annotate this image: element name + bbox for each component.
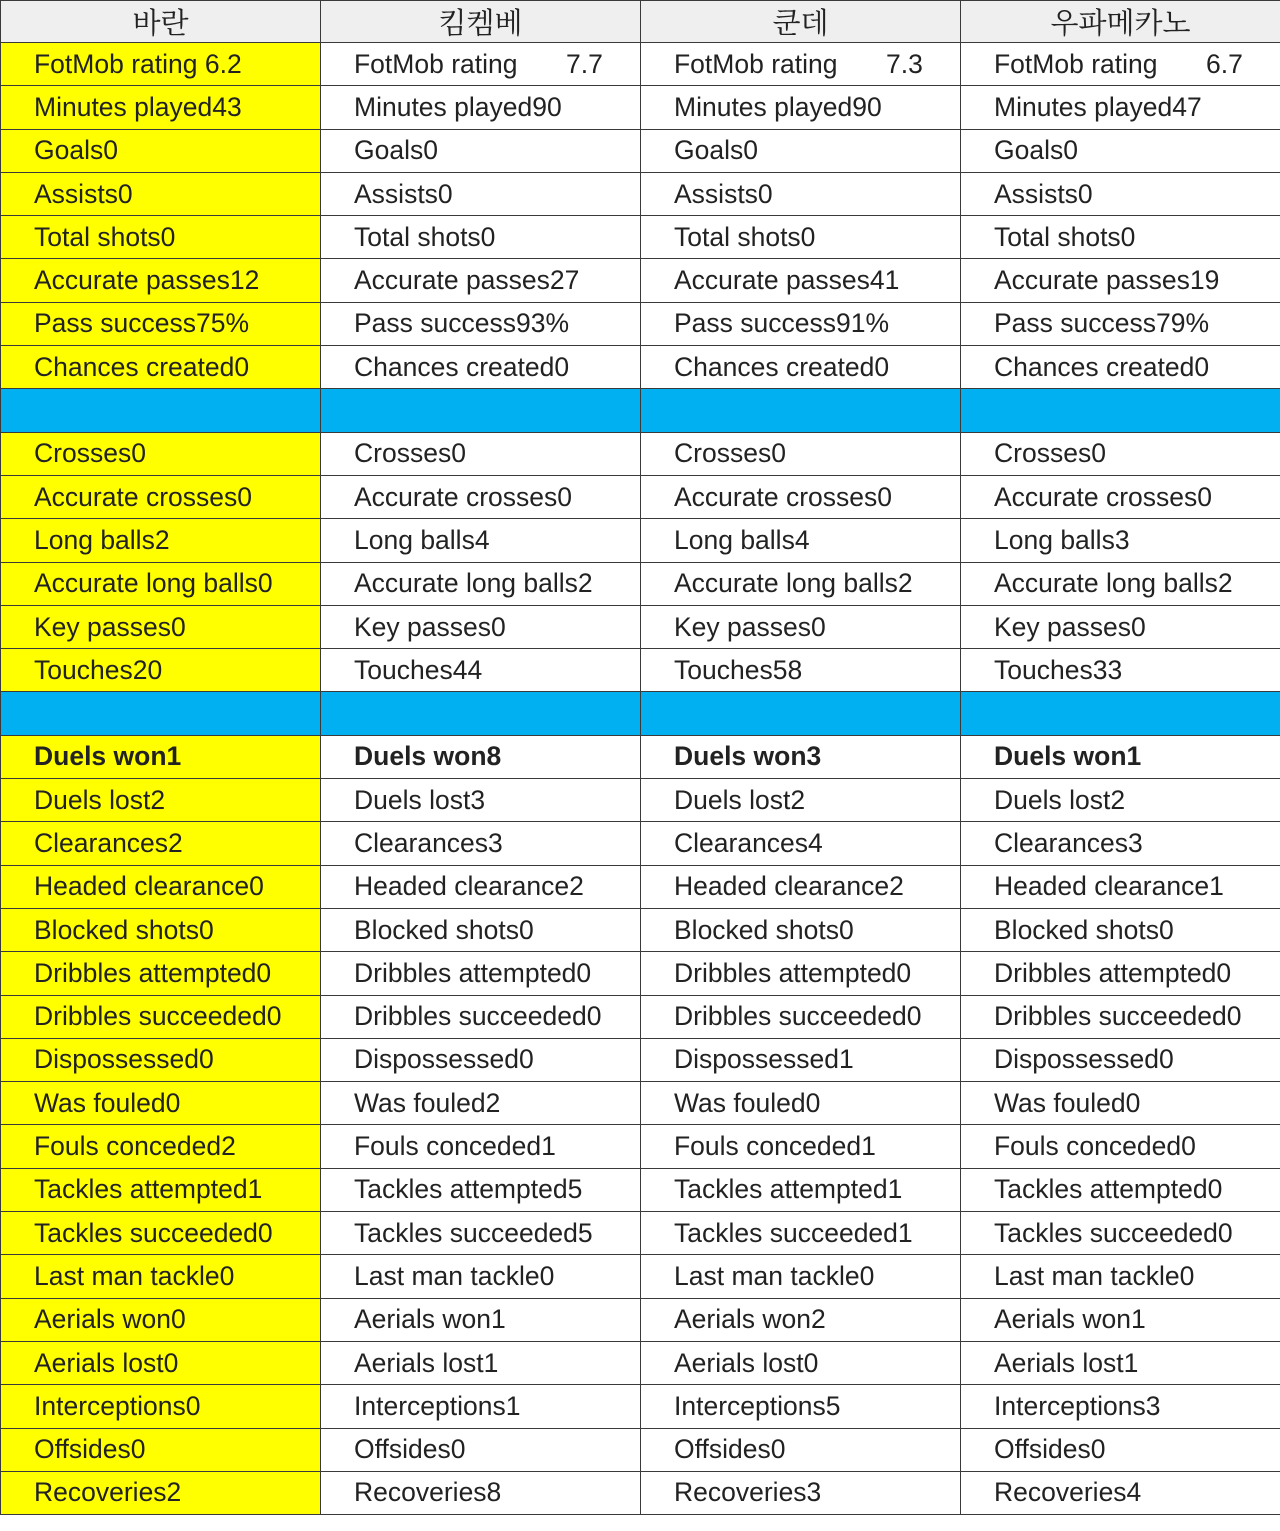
stat-cell: Goals0 [641,129,961,172]
rating-label: FotMob rating [34,48,198,79]
stat-cell: Fouls conceded1 [321,1125,641,1168]
stat-cell: Headed clearance0 [1,865,321,908]
rating-label: FotMob rating [994,48,1158,79]
stat-cell: Dribbles succeeded0 [1,995,321,1038]
stat-row [1,1212,1280,1255]
stat-cell: Tackles attempted1 [641,1168,961,1211]
stat-cell: Tackles succeeded5 [321,1212,641,1255]
player-name-header: 쿤데 [641,1,961,43]
stat-cell: Clearances3 [321,822,641,865]
player-name-header: 우파메카노 [961,1,1280,43]
stat-cell: Tackles succeeded1 [641,1212,961,1255]
separator-cell [1,389,321,432]
stat-cell: Dispossessed1 [641,1038,961,1081]
stat-row [1,1385,1280,1428]
stat-cell: Crosses0 [641,432,961,475]
stat-cell: Touches58 [641,649,961,692]
stat-cell: Duels lost2 [961,779,1280,822]
stat-cell: Touches20 [1,649,321,692]
stat-cell: Duels won1 [1,735,321,778]
stat-cell: Pass success93% [321,302,641,345]
stat-cell: Was fouled0 [1,1082,321,1125]
rating-value: 7.3 [886,48,923,79]
rating-value: 6.2 [204,48,242,79]
stat-row [1,86,1280,129]
stat-cell: Dribbles attempted0 [1,952,321,995]
stat-row [1,129,1280,172]
stat-row [1,865,1280,908]
stat-cell: Aerials won2 [641,1298,961,1341]
stat-cell: Dispossessed0 [321,1038,641,1081]
stat-cell: Interceptions1 [321,1385,641,1428]
stat-cell: Last man tackle0 [961,1255,1280,1298]
stat-cell: Interceptions0 [1,1385,321,1428]
stat-cell: Duels won8 [321,735,641,778]
stat-cell: Fouls conceded0 [961,1125,1280,1168]
separator-row [1,692,1280,735]
stat-cell: Chances created0 [641,346,961,389]
stat-row [1,908,1280,951]
separator-cell [641,389,961,432]
stat-cell: Aerials lost0 [641,1341,961,1384]
stat-cell: Was fouled0 [961,1082,1280,1125]
stat-row [1,562,1280,605]
stat-cell: Clearances2 [1,822,321,865]
stat-cell: Aerials won1 [321,1298,641,1341]
rating-cell [1,43,321,86]
stat-cell: Dribbles attempted0 [641,952,961,995]
stat-cell: Accurate long balls2 [321,562,641,605]
stat-cell: Offsides0 [1,1428,321,1471]
stat-cell: Goals0 [321,129,641,172]
stat-row [1,1082,1280,1125]
stat-cell: Pass success79% [961,302,1280,345]
stat-row [1,1298,1280,1341]
stat-cell: Key passes0 [1,605,321,648]
stat-row [1,1038,1280,1081]
rating-label: FotMob rating [674,48,838,79]
stat-cell: Long balls4 [641,519,961,562]
stat-cell: Headed clearance1 [961,865,1280,908]
stat-cell: Duels lost2 [1,779,321,822]
stat-cell: Crosses0 [961,432,1280,475]
stat-row [1,1341,1280,1384]
stat-cell: Touches44 [321,649,641,692]
separator-cell [961,389,1280,432]
stat-cell: Clearances4 [641,822,961,865]
stat-cell: Chances created0 [961,346,1280,389]
stat-cell: Blocked shots0 [1,908,321,951]
stat-cell: Blocked shots0 [641,908,961,951]
stat-cell: Recoveries8 [321,1471,641,1514]
stat-row [1,1125,1280,1168]
stat-cell: Dribbles succeeded0 [641,995,961,1038]
stat-row [1,1255,1280,1298]
stat-cell: Total shots0 [1,216,321,259]
stat-cell: Duels won3 [641,735,961,778]
stat-row [1,475,1280,518]
stat-row [1,1168,1280,1211]
stat-cell: Recoveries4 [961,1471,1280,1514]
stat-cell: Pass success91% [641,302,961,345]
separator-cell [1,692,321,735]
stat-cell: Was fouled0 [641,1082,961,1125]
stat-cell: Tackles attempted0 [961,1168,1280,1211]
stat-row [1,995,1280,1038]
player-name-header: 킴켐베 [321,1,641,43]
stat-cell: Assists0 [961,172,1280,215]
stat-cell: Recoveries3 [641,1471,961,1514]
stat-cell: Duels won1 [961,735,1280,778]
stat-row [1,649,1280,692]
stat-cell: Accurate passes12 [1,259,321,302]
stat-row [1,822,1280,865]
stat-cell: Interceptions5 [641,1385,961,1428]
stat-cell: Fouls conceded2 [1,1125,321,1168]
separator-cell [641,692,961,735]
header-row [1,1,1280,43]
rating-cell [321,43,641,86]
stat-cell: Aerials won1 [961,1298,1280,1341]
stat-cell: Offsides0 [321,1428,641,1471]
stat-cell: Blocked shots0 [961,908,1280,951]
stat-cell: Minutes played43 [1,86,321,129]
stat-cell: Key passes0 [961,605,1280,648]
stat-row [1,735,1280,778]
stat-cell: Headed clearance2 [321,865,641,908]
stat-cell: Long balls4 [321,519,641,562]
stat-cell: Accurate crosses0 [321,475,641,518]
stat-cell: Assists0 [641,172,961,215]
stat-cell: Was fouled2 [321,1082,641,1125]
stat-cell: Fouls conceded1 [641,1125,961,1168]
stat-cell: Total shots0 [641,216,961,259]
stat-cell: Accurate crosses0 [641,475,961,518]
stat-cell: Last man tackle0 [321,1255,641,1298]
stat-cell: Tackles succeeded0 [1,1212,321,1255]
stat-cell: Duels lost2 [641,779,961,822]
stat-cell: Pass success75% [1,302,321,345]
rating-value: 6.7 [1206,48,1243,79]
stat-cell: Assists0 [321,172,641,215]
stat-cell: Total shots0 [961,216,1280,259]
stat-cell: Chances created0 [1,346,321,389]
stat-cell: Minutes played90 [321,86,641,129]
separator-cell [321,389,641,432]
stat-cell: Headed clearance2 [641,865,961,908]
stat-cell: Accurate passes41 [641,259,961,302]
stat-cell: Tackles succeeded0 [961,1212,1280,1255]
stat-cell: Dribbles attempted0 [321,952,641,995]
stat-cell: Accurate passes27 [321,259,641,302]
stat-cell: Aerials won0 [1,1298,321,1341]
stat-cell: Last man tackle0 [1,1255,321,1298]
stat-cell: Tackles attempted1 [1,1168,321,1211]
separator-cell [321,692,641,735]
stat-cell: Tackles attempted5 [321,1168,641,1211]
stat-cell: Key passes0 [321,605,641,648]
stat-cell: Accurate long balls2 [641,562,961,605]
stat-row [1,302,1280,345]
stat-cell: Blocked shots0 [321,908,641,951]
separator-cell [961,692,1280,735]
stat-cell: Accurate crosses0 [1,475,321,518]
separator-row [1,389,1280,432]
stat-cell: Dribbles succeeded0 [321,995,641,1038]
stat-cell: Offsides0 [641,1428,961,1471]
stat-cell: Dispossessed0 [1,1038,321,1081]
stat-cell: Assists0 [1,172,321,215]
stat-cell: Crosses0 [1,432,321,475]
stat-cell: Minutes played47 [961,86,1280,129]
stat-row [1,259,1280,302]
stat-row [1,346,1280,389]
stat-cell: Clearances3 [961,822,1280,865]
rating-cell [641,43,961,86]
rating-row [1,43,1280,86]
stat-cell: Accurate long balls0 [1,562,321,605]
stat-row [1,952,1280,995]
stat-row [1,1471,1280,1514]
stat-row [1,432,1280,475]
stat-cell: Touches33 [961,649,1280,692]
stat-cell: Aerials lost1 [961,1341,1280,1384]
stat-row [1,216,1280,259]
stat-cell: Accurate long balls2 [961,562,1280,605]
stat-cell: Offsides0 [961,1428,1280,1471]
stat-cell: Recoveries2 [1,1471,321,1514]
stat-cell: Aerials lost1 [321,1341,641,1384]
stat-cell: Total shots0 [321,216,641,259]
stat-cell: Duels lost3 [321,779,641,822]
stat-cell: Crosses0 [321,432,641,475]
stat-cell: Last man tackle0 [641,1255,961,1298]
player-name-header: 바란 [1,1,321,43]
stat-cell: Minutes played90 [641,86,961,129]
stat-cell: Aerials lost0 [1,1341,321,1384]
stat-cell: Accurate passes19 [961,259,1280,302]
stat-cell: Long balls2 [1,519,321,562]
rating-label: FotMob rating [354,48,518,79]
stat-cell: Goals0 [1,129,321,172]
stat-cell: Dispossessed0 [961,1038,1280,1081]
stat-row [1,779,1280,822]
rating-cell [961,43,1280,86]
stat-row [1,1428,1280,1471]
stat-cell: Dribbles attempted0 [961,952,1280,995]
stat-cell: Goals0 [961,129,1280,172]
stat-cell: Key passes0 [641,605,961,648]
stat-row [1,172,1280,215]
stat-cell: Long balls3 [961,519,1280,562]
stat-cell: Accurate crosses0 [961,475,1280,518]
stat-cell: Chances created0 [321,346,641,389]
stat-cell: Dribbles succeeded0 [961,995,1280,1038]
stat-row [1,519,1280,562]
rating-value: 7.7 [566,48,603,79]
stat-cell: Interceptions3 [961,1385,1280,1428]
stat-row [1,605,1280,648]
